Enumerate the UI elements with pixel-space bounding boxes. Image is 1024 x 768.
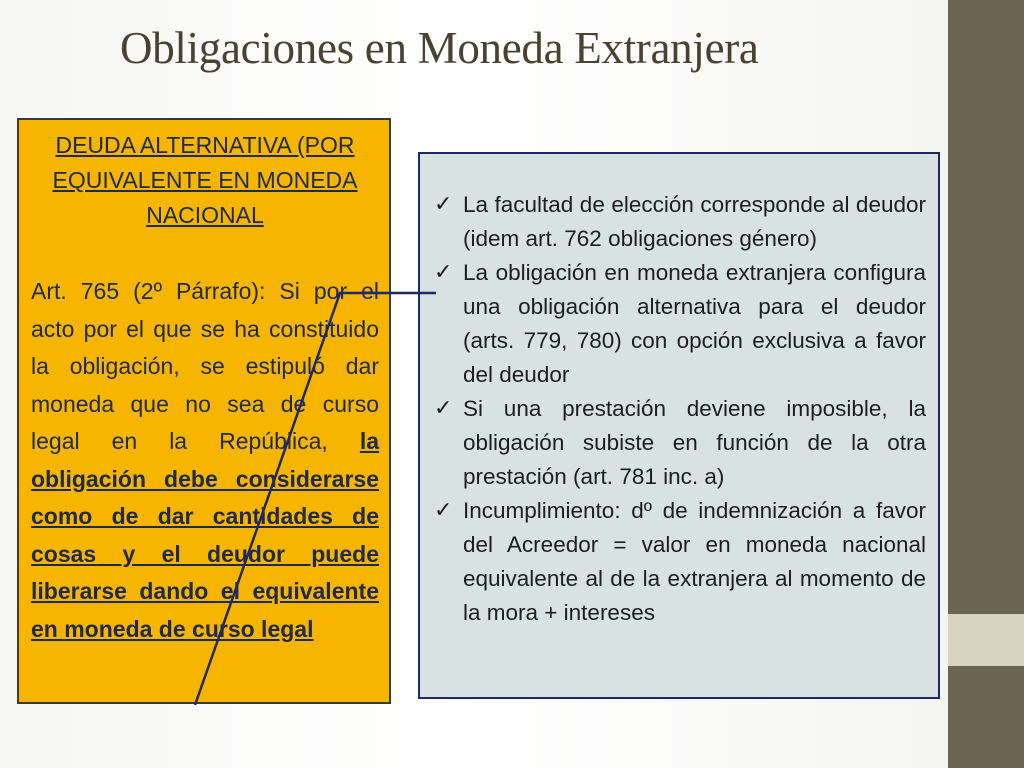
bullet-item xyxy=(434,188,926,256)
slide-title: Obligaciones en Moneda Extranjera xyxy=(120,23,759,73)
right-bullet-box xyxy=(418,152,940,699)
sidebar-accent xyxy=(948,614,1024,666)
checkmark-icon: ✓ xyxy=(434,396,453,421)
bullet-item xyxy=(434,494,926,630)
bullet-list xyxy=(434,188,926,630)
checkmark-icon: ✓ xyxy=(434,192,453,217)
left-box-body xyxy=(31,273,379,648)
bullet-text: Si una prestación deviene imposible, la obligación subiste en función de la otra prestación (art. 781 inc. a) xyxy=(463,396,926,489)
article-bold-underlined-text: y el deudor puede liberarse dando el equivalente en moneda de curso legal xyxy=(31,540,379,642)
article-bold-text: la obligación debe considerarse como de dar cantidades de cosas xyxy=(31,428,379,567)
bullet-text: Incumplimiento: dº de indemnización a favor del Acreedor = valor en moneda nacional equivalente al de la extranjera al momento de la mora + intereses xyxy=(463,498,926,625)
checkmark-icon: ✓ xyxy=(434,498,453,523)
bullet-text: La facultad de elección corresponde al deudor (idem art. 762 obligaciones género) xyxy=(463,192,926,251)
left-box-heading: DEUDA ALTERNATIVA (POR EQUIVALENTE EN MONEDA NACIONAL xyxy=(52,132,358,228)
checkmark-icon: ✓ xyxy=(434,260,453,285)
article-text: Art. 765 (2º Párrafo): Si por el acto por el que se ha constituido la obligación, se estipuló dar moneda que no sea de curso legal en la República, xyxy=(31,278,379,454)
bullet-item xyxy=(434,256,926,392)
left-text-box xyxy=(17,118,391,704)
bullet-text: La obligación en moneda extranjera configura una obligación alternativa para el deudor (arts. 779, 780) con opción exclusiva a favor del deudor xyxy=(463,260,926,387)
sidebar-decoration-bottom xyxy=(948,666,1024,768)
bullet-item xyxy=(434,392,926,494)
